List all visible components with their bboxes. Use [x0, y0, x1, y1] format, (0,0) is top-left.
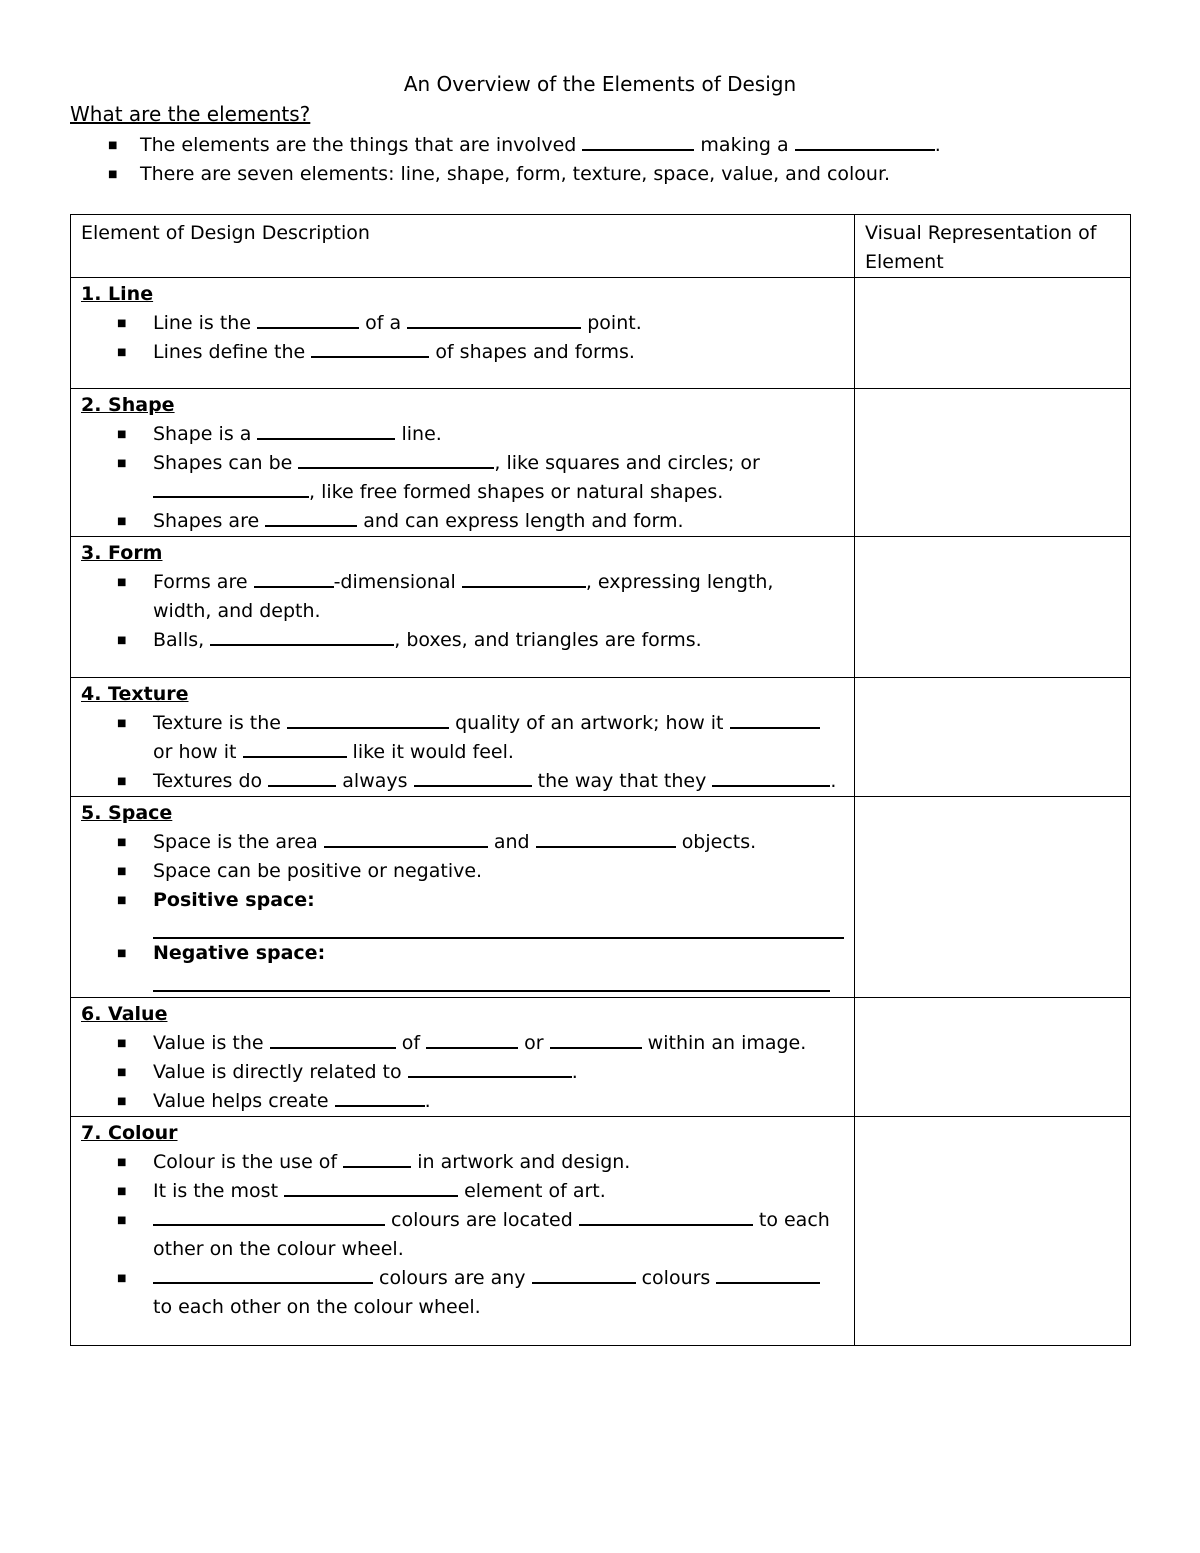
space-description-cell — [71, 797, 855, 998]
square-bullet-icon: ■ — [117, 516, 127, 527]
visual-representation-cell[interactable] — [855, 797, 1131, 998]
form-description-cell — [71, 537, 855, 678]
fill-in-blank[interactable] — [153, 1264, 373, 1284]
list-item: ■ Balls, , boxes, and triangles are forms. — [81, 626, 844, 655]
section-title: 4. Texture — [81, 683, 189, 705]
list-item: ■ Line is the of a point. — [81, 309, 844, 338]
square-bullet-icon: ■ — [117, 776, 127, 787]
fill-in-blank[interactable] — [153, 968, 830, 992]
table-row — [71, 797, 1131, 998]
list-item: ■ Lines define the of shapes and forms. — [81, 338, 844, 367]
intro-list — [108, 131, 941, 189]
table-row — [71, 389, 1131, 537]
section-title: 2. Shape — [81, 394, 175, 416]
visual-representation-cell[interactable] — [855, 278, 1131, 389]
fill-in-blank[interactable] — [265, 507, 357, 527]
visual-representation-cell[interactable] — [855, 678, 1131, 797]
fill-in-blank[interactable] — [270, 1029, 396, 1049]
list-item: ■ Space can be positive or negative. — [81, 857, 844, 886]
square-bullet-icon: ■ — [117, 318, 127, 329]
fill-in-blank[interactable] — [582, 131, 694, 151]
fill-in-blank[interactable] — [343, 1148, 411, 1168]
list-item: ■ The elements are the things that are involved making a . — [108, 131, 941, 160]
list-item: ■ Colour is the use of in artwork and design. — [81, 1148, 844, 1177]
visual-representation-cell[interactable] — [855, 537, 1131, 678]
section-title: 3. Form — [81, 542, 163, 564]
table-header-row — [71, 215, 1131, 278]
visual-representation-cell[interactable] — [855, 389, 1131, 537]
fill-in-blank[interactable] — [311, 338, 429, 358]
texture-description-cell — [71, 678, 855, 797]
table-row — [71, 537, 1131, 678]
square-bullet-icon: ■ — [117, 1215, 127, 1226]
fill-in-blank[interactable] — [795, 131, 935, 151]
colour-description-cell — [71, 1117, 855, 1346]
list-item: ■ colours are located to each other on the colour wheel. — [81, 1206, 844, 1264]
fill-in-blank[interactable] — [462, 568, 586, 588]
square-bullet-icon: ■ — [108, 169, 118, 180]
fill-in-blank[interactable] — [210, 626, 394, 646]
fill-in-blank[interactable] — [579, 1206, 753, 1226]
fill-in-blank[interactable] — [414, 767, 532, 787]
shape-description-cell — [71, 389, 855, 537]
fill-in-blank[interactable] — [254, 568, 334, 588]
list-item: ■ Positive space: — [81, 886, 844, 939]
square-bullet-icon: ■ — [117, 429, 127, 440]
fill-in-blank[interactable] — [712, 767, 830, 787]
fill-in-blank[interactable] — [243, 738, 347, 758]
square-bullet-icon: ■ — [117, 866, 127, 877]
list-item: ■ Shape is a line. — [81, 420, 844, 449]
section-title: 5. Space — [81, 802, 173, 824]
square-bullet-icon: ■ — [117, 948, 127, 959]
square-bullet-icon: ■ — [117, 895, 127, 906]
header-visual: Visual Representation of Element — [855, 215, 1131, 278]
square-bullet-icon: ■ — [108, 140, 118, 151]
fill-in-blank[interactable] — [268, 767, 336, 787]
list-item: ■ It is the most element of art. — [81, 1177, 844, 1206]
fill-in-blank[interactable] — [324, 828, 488, 848]
square-bullet-icon: ■ — [117, 458, 127, 469]
list-item: ■ Shapes can be , like squares and circles; or , like free formed shapes or natural shapes. — [81, 449, 844, 507]
fill-in-blank[interactable] — [335, 1087, 425, 1107]
fill-in-blank[interactable] — [550, 1029, 642, 1049]
visual-representation-cell[interactable] — [855, 1117, 1131, 1346]
square-bullet-icon: ■ — [117, 347, 127, 358]
fill-in-blank[interactable] — [284, 1177, 458, 1197]
fill-in-blank[interactable] — [153, 478, 309, 498]
fill-in-blank[interactable] — [287, 709, 449, 729]
square-bullet-icon: ■ — [117, 718, 127, 729]
header-description: Element of Design Description — [71, 215, 855, 278]
section-heading: What are the elements? — [70, 102, 311, 126]
table-row — [71, 998, 1131, 1117]
square-bullet-icon: ■ — [117, 1157, 127, 1168]
fill-in-blank[interactable] — [298, 449, 494, 469]
table-row — [71, 1117, 1131, 1346]
section-title: 7. Colour — [81, 1122, 178, 1144]
value-description-cell — [71, 998, 855, 1117]
list-item: ■ There are seven elements: line, shape, form, texture, space, value, and colour. — [108, 160, 941, 189]
fill-in-blank[interactable] — [153, 915, 844, 939]
square-bullet-icon: ■ — [117, 837, 127, 848]
square-bullet-icon: ■ — [117, 1096, 127, 1107]
fill-in-blank[interactable] — [407, 309, 581, 329]
square-bullet-icon: ■ — [117, 1186, 127, 1197]
list-item: ■ Value helps create . — [81, 1087, 844, 1116]
visual-representation-cell[interactable] — [855, 998, 1131, 1117]
square-bullet-icon: ■ — [117, 1273, 127, 1284]
page-title: An Overview of the Elements of Design — [403, 72, 797, 96]
section-title: 6. Value — [81, 1003, 168, 1025]
section-title: 1. Line — [81, 283, 154, 305]
square-bullet-icon: ■ — [117, 635, 127, 646]
list-item: ■ Value is directly related to . — [81, 1058, 844, 1087]
line-description-cell — [71, 278, 855, 389]
fill-in-blank[interactable] — [408, 1058, 572, 1078]
table-row — [71, 678, 1131, 797]
table-row — [71, 278, 1131, 389]
fill-in-blank[interactable] — [426, 1029, 518, 1049]
fill-in-blank[interactable] — [257, 420, 395, 440]
fill-in-blank[interactable] — [532, 1264, 636, 1284]
fill-in-blank[interactable] — [716, 1264, 820, 1284]
list-item: ■ Forms are -dimensional , expressing length, width, and depth. — [81, 568, 844, 626]
list-item: ■ colours are any colours to each other on the colour wheel. — [81, 1264, 844, 1322]
list-item: ■ Shapes are and can express length and form. — [81, 507, 844, 536]
list-item: ■ Texture is the quality of an artwork; how it or how it like it would feel. — [81, 709, 844, 767]
list-item: ■ Textures do always the way that they . — [81, 767, 844, 796]
list-item: ■ Space is the area and objects. — [81, 828, 844, 857]
list-item: ■ Value is the of or within an image. — [81, 1029, 844, 1058]
fill-in-blank[interactable] — [257, 309, 359, 329]
fill-in-blank[interactable] — [536, 828, 676, 848]
fill-in-blank[interactable] — [153, 1206, 385, 1226]
elements-table — [70, 214, 1131, 1346]
square-bullet-icon: ■ — [117, 1038, 127, 1049]
square-bullet-icon: ■ — [117, 577, 127, 588]
fill-in-blank[interactable] — [730, 709, 820, 729]
list-item: ■ Negative space: — [81, 939, 844, 992]
square-bullet-icon: ■ — [117, 1067, 127, 1078]
